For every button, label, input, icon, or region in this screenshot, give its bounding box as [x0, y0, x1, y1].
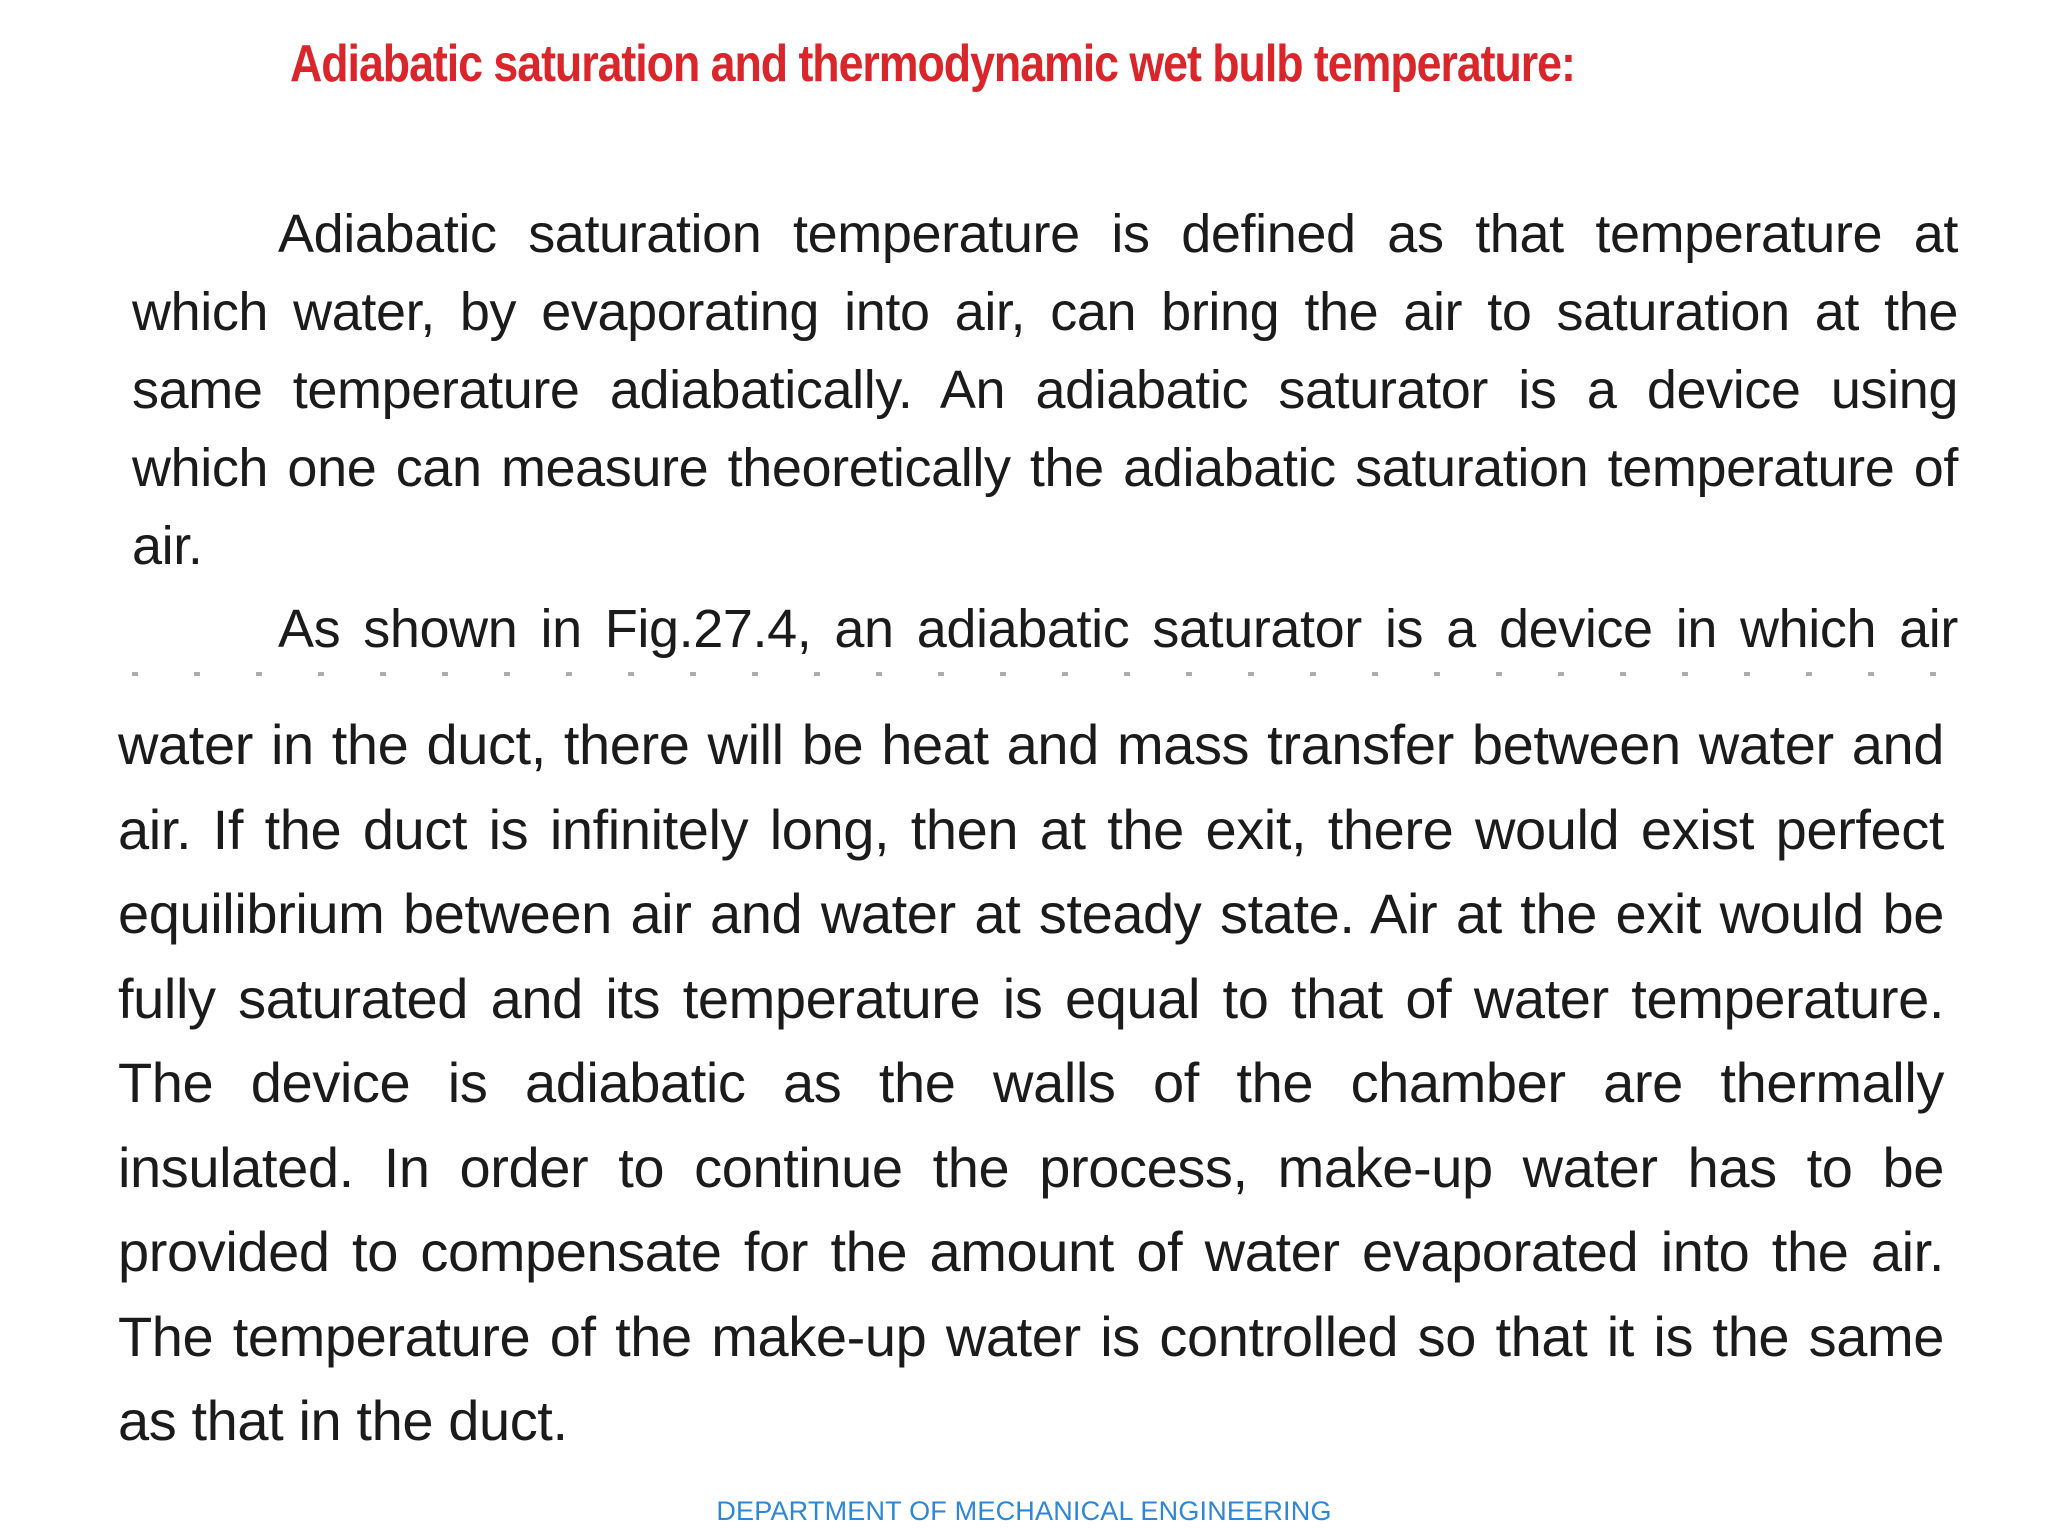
paragraph-adiabatic-saturation-definition: [132, 195, 1958, 585]
cropped-text-remnant: [132, 672, 1958, 676]
paragraph-adiabatic-saturator-intro: [132, 590, 1958, 674]
paragraph-1-text: Adiabatic saturation temperature is defined as that temperature at which water, by evaporating into air, can bring the air to saturation at the same temperature adiabatically. An adiabatic saturator is a device using which one can measure theoretically the adiabatic saturation temperature of air.: [132, 204, 1958, 576]
paragraph-heat-mass-transfer: water in the duct, there will be heat and mass transfer between water and air. If the duct is infinitely long, then at the exit, there would exist perfect equilibrium between air and water at steady state. Air at the exit would be fully saturated and its temperature is equal to that of water temperature. The device is adiabatic as the walls of the chamber are thermally insulated. In order to continue the process, make-up water has to be provided to compensate for the amount of water evaporated into the air. The temperature of the make-up water is controlled so that it is the same as that in the duct.: [118, 713, 1944, 1452]
slide-title: Adiabatic saturation and thermodynamic wet bulb temperature:: [290, 35, 1575, 93]
footer-department: DEPARTMENT OF MECHANICAL ENGINEERING: [716, 1496, 1332, 1526]
paragraph-2-text: As shown in Fig.27.4, an adiabatic saturator is a device in which air: [278, 599, 1958, 659]
